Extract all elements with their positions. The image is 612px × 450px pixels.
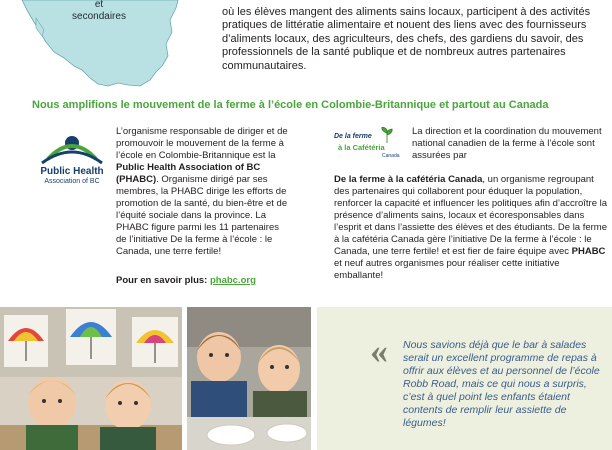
f2c-logo-line1: De la ferme xyxy=(334,133,372,140)
f2c-p3: et neuf autres organismes pour réaliser cette initiative emballante! xyxy=(334,258,560,281)
f2c-phabc: PHABC xyxy=(571,246,606,257)
f2c-name: De la ferme à la cafétéria Canada xyxy=(334,174,483,185)
photo-kids-artwork-image xyxy=(0,307,182,450)
f2c-logo-line3: Canada xyxy=(382,153,400,159)
phabc-p2: . Organisme dirigé par ses membres, la PHABC dirige les efforts de promotion de la santé, du bien-être et de l’équité sociale dans la province. La PHABC figure parmi les 11 partenaires de l’initiative De la ferme à l’école : le Canada, une terre fertile! xyxy=(116,174,288,257)
phabc-link[interactable]: phabc.org xyxy=(209,275,256,286)
f2c-logo-line2: à la Cafétéria xyxy=(338,143,385,152)
phabc-name: Public Health Association of BC (PHABC) xyxy=(116,162,261,185)
map-label-line2: secondaires xyxy=(72,11,126,22)
section-headline: Nous amplifions le mouvement de la ferme à l’école en Colombie-Britannique et partout au Canada xyxy=(32,99,549,111)
phabc-paragraph xyxy=(116,126,290,258)
f2c-paragraph xyxy=(334,174,610,282)
photo-kids-plates-image xyxy=(187,307,311,450)
phabc-logo-line1: Public Health xyxy=(40,166,104,177)
phabc-p1: L’organisme responsable de diriger et de promouvoir le mouvement de la ferme à l’école en Colombie-Britannique est la xyxy=(116,126,288,161)
quote-text: Nous savions déjà que le bar à salades serait un excellent programme de repas à offrir aux élèves et au personnel de l’école Robb Road, mais ce qui nous a surpris, c’est à quel point les enfants étaient contents de remplir leur assiette de légumes! xyxy=(403,339,600,429)
map-label-line1: et xyxy=(94,0,104,10)
f2c-logo xyxy=(334,127,408,167)
phabc-emblem-icon xyxy=(34,129,110,165)
more-label: Pour en savoir plus: xyxy=(116,275,210,286)
f2c-p2: , un organisme regroupant des partenaires qui collaborent pour éduquer la population, renforcer la capacité et influencer les politiques afin d’accroître la présence d’aliments sains, locaux et écoresponsables dans l’esprit et dans l’assiette des élèves et des étudiants. De la ferme à la cafétéria Canada gère l’initiative De la ferme à l’école : le Canada, une terre fertile! et est fier de faire équipe avec xyxy=(334,174,608,257)
photo-kids-plates xyxy=(187,307,311,450)
phabc-logo-line2: Association of BC xyxy=(44,178,100,185)
more-info xyxy=(116,275,256,286)
quote-mark-icon: « xyxy=(370,331,388,371)
phabc-logo xyxy=(34,129,110,191)
quote-box xyxy=(317,307,612,450)
f2c-p1: La direction et la coordination du mouvement national canadien de la ferme à l’école sont assurées par xyxy=(412,126,602,161)
leaf-icon xyxy=(380,127,394,143)
photo-kids-artwork xyxy=(0,307,182,450)
f2c-paragraph-top xyxy=(412,126,610,162)
intro-paragraph: où les élèves mangent des aliments sains locaux, participent à des activités pratiques de littératie alimentaire et nouent des liens avec des fournisseurs d’aliments locaux, des agriculteurs, des chefs, des gardiens du savoir, des professionnels de la santé publique et de nombreux autres partenaires communautaires. xyxy=(222,6,591,72)
